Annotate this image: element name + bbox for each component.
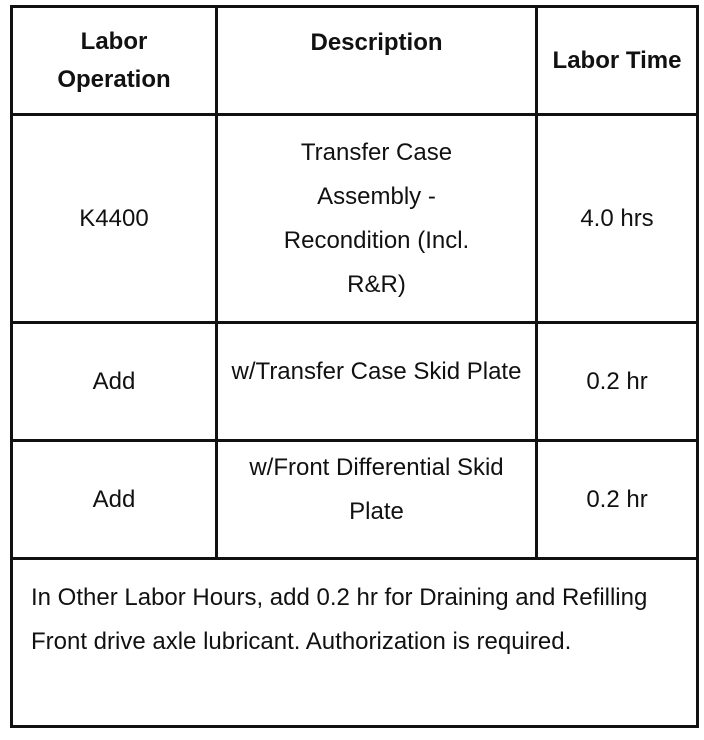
time-cell: 4.0 hrs bbox=[537, 115, 698, 323]
operation-cell: Add bbox=[12, 323, 217, 441]
header-description: Description bbox=[217, 7, 537, 115]
table-row bbox=[12, 441, 698, 559]
note-text: In Other Labor Hours, add 0.2 hr for Draining and Refilling Front drive axle lubricant. Authorization is required. bbox=[31, 584, 648, 655]
operation-cell: Add bbox=[12, 441, 217, 559]
labor-time-table bbox=[10, 5, 699, 728]
time-cell: 0.2 hr bbox=[537, 441, 698, 559]
time-cell: 0.2 hr bbox=[537, 323, 698, 441]
table-header-row bbox=[12, 7, 698, 115]
note-cell bbox=[12, 559, 698, 727]
description-text: Transfer Case Assembly - Recondition (Incl. R&R) bbox=[283, 138, 470, 298]
description-cell bbox=[217, 323, 537, 441]
description-cell bbox=[217, 441, 537, 559]
table-row bbox=[12, 323, 698, 441]
note-row bbox=[12, 559, 698, 727]
header-labor-time: Labor Time bbox=[537, 7, 698, 115]
description-text: w/Transfer Case Skid Plate bbox=[231, 357, 522, 385]
description-text: w/Front Differential Skid Plate bbox=[249, 453, 504, 525]
header-labor-operation: Labor Operation bbox=[12, 7, 217, 115]
table-row bbox=[12, 115, 698, 323]
operation-cell: K4400 bbox=[12, 115, 217, 323]
description-cell bbox=[217, 115, 537, 323]
